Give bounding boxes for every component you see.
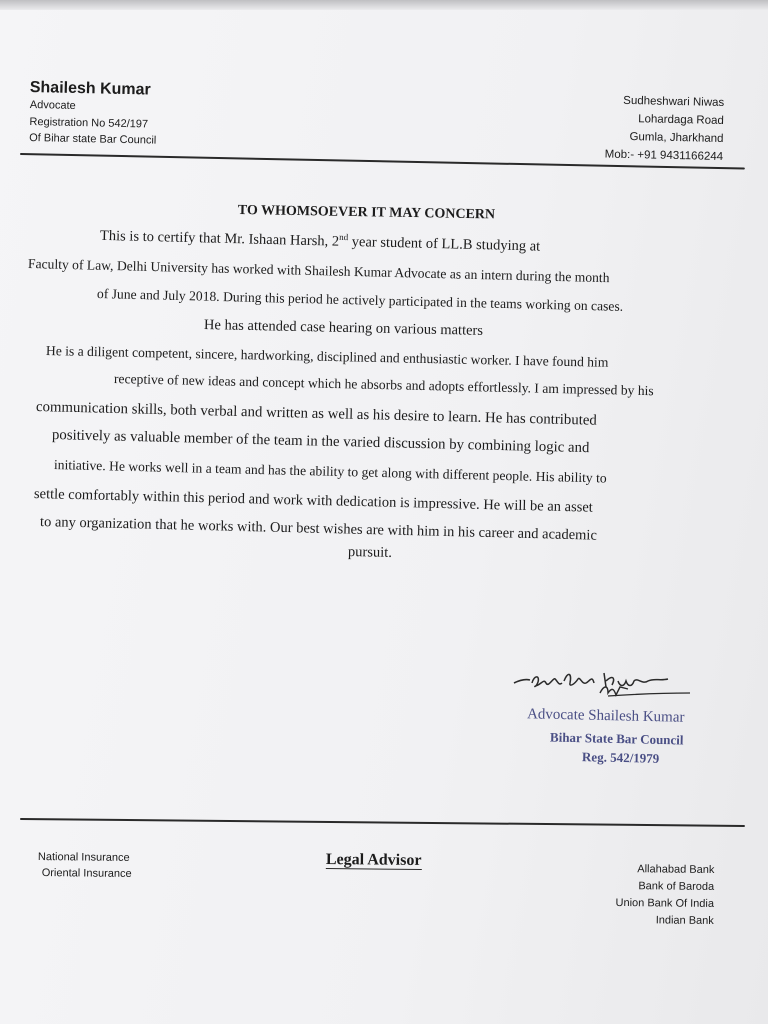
credential-line: Registration No 542/197 — [29, 115, 149, 130]
certificate-heading: TO WHOMSOEVER IT MAY CONCERN — [237, 203, 496, 223]
page-edge-shadow — [0, 0, 768, 10]
bank-client: Allahabad Bank — [636, 863, 714, 876]
credential-line: Of Bihar state Bar Council — [29, 131, 157, 147]
address-line: Gumla, Jharkhand — [628, 131, 724, 145]
body-line: of June and July 2018. During this period he actively participated in the teams working on cases. — [96, 286, 624, 314]
stamp-council: Bihar State Bar Council — [549, 729, 684, 748]
body-line: He has attended case hearing on various matters — [203, 317, 484, 339]
body-line: positively as valuable member of the team in the varied discussion by combining logic and — [51, 427, 590, 457]
legal-advisor-title: Legal Advisor — [325, 851, 422, 869]
body-line: He is a diligent competent, sincere, hardworking, disciplined and enthusiastic worker. I have found him — [45, 343, 609, 370]
bank-client: Bank of Baroda — [637, 880, 714, 893]
insurance-client: National Insurance — [37, 850, 130, 864]
address-line: Lohardaga Road — [637, 113, 724, 127]
body-line: settle comfortably within this period and work with dedication is impressive. He will be an asset — [33, 486, 593, 516]
body-text: This is to certify that Mr. Ishaan Harsh, 2 — [99, 227, 340, 250]
stamp-registration: Reg. 542/1979 — [581, 749, 660, 766]
body-line: initiative. He works well in a team and has the ability to get along with different people. His ability to — [53, 457, 607, 486]
body-line: receptive of new ideas and concept which he absorbs and adopts effortlessly. I am impressed by his — [113, 371, 654, 399]
body-text: year student of LL.B studying at — [347, 233, 541, 255]
bank-client: Union Bank Of India — [615, 896, 714, 910]
advocate-name: Shailesh Kumar — [29, 79, 151, 99]
credential-line: Advocate — [29, 98, 76, 112]
handwritten-signature — [508, 663, 693, 703]
body-line: communication skills, both verbal and written as well as his desire to learn. He has contributed — [35, 399, 597, 429]
body-line: pursuit. — [347, 544, 393, 561]
body-line: Faculty of Law, Delhi University has worked with Shailesh Kumar Advocate as an intern during the month — [27, 256, 610, 286]
body-line — [100, 226, 541, 256]
ordinal-suffix: nd — [339, 231, 349, 243]
bank-client: Indian Bank — [655, 914, 714, 927]
advocate-credentials — [29, 97, 157, 149]
address-line: Sudheshwari Niwas — [622, 94, 724, 109]
footer-divider — [20, 818, 745, 827]
office-address — [604, 92, 724, 166]
bank-clients — [615, 861, 714, 930]
address-line: Mob:- +91 9431166244 — [604, 148, 723, 163]
stamp-name: Advocate Shailesh Kumar — [526, 706, 685, 726]
insurance-client: Oriental Insurance — [41, 867, 132, 880]
insurance-clients — [38, 849, 132, 882]
body-line: to any organization that he works with. Our best wishes are with him in his career and academic — [39, 514, 598, 544]
